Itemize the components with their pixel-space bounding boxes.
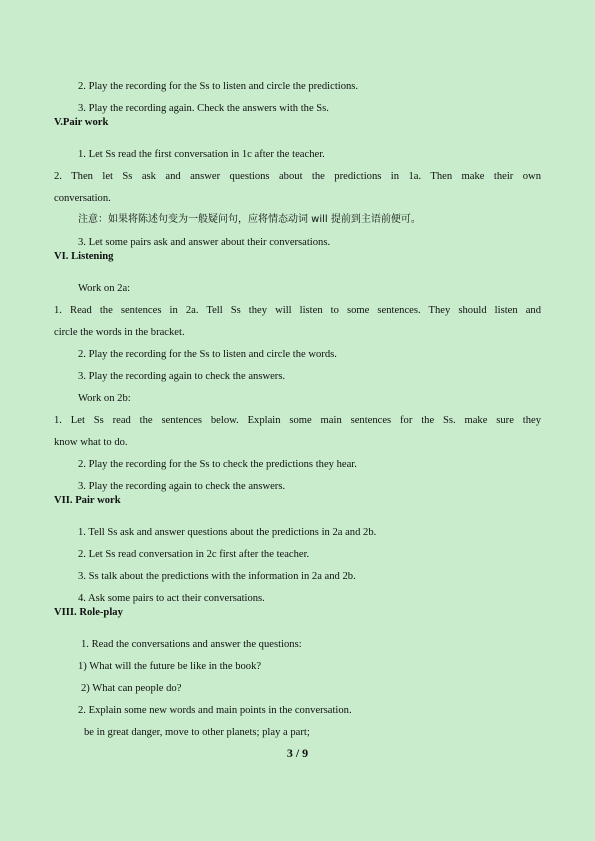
step-text: 3. Let some pairs ask and answer about their conversations. (78, 237, 331, 248)
step-text: 2. Play the recording for the Ss to check the predictions they hear. (78, 459, 357, 470)
section-heading-pair-work-2: VII. Pair work (54, 495, 121, 506)
subsection-label: Work on 2b: (78, 393, 131, 404)
section-heading-role-play: VIII. Role-play (54, 607, 123, 618)
step-text: 3. Play the recording again. Check the answers with the Ss. (78, 103, 329, 114)
step-text-continued: know what to do. (54, 437, 128, 448)
subsection-label: Work on 2a: (78, 283, 131, 294)
step-text: 1. Read the conversations and answer the questions: (81, 639, 302, 650)
step-text-continued: circle the words in the bracket. (54, 327, 185, 338)
step-text: 1. Tell Ss ask and answer questions about the predictions in 2a and 2b. (78, 527, 377, 538)
step-text: 4. Ask some pairs to act their conversations. (78, 593, 265, 604)
step-text-continued: conversation. (54, 193, 111, 204)
step-text: 1. Let Ss read the sentences below. Explain some main sentences for the Ss. make sure they (54, 415, 541, 426)
step-text: 3. Play the recording again to check the answers. (78, 371, 286, 382)
page-number: 3 / 9 (286, 746, 309, 760)
section-heading-pair-work: V.Pair work (54, 117, 109, 128)
step-text: 2. Then let Ss ask and answer questions about the predictions in 1a. Then make their own (54, 171, 541, 182)
question-text: 2) What can people do? (81, 683, 182, 694)
step-text: 2. Play the recording for the Ss to listen and circle the predictions. (78, 81, 359, 92)
step-text: 3. Ss talk about the predictions with the information in 2a and 2b. (78, 571, 356, 582)
vocabulary-text: be in great danger, move to other planets; play a part; (84, 727, 310, 738)
step-text: 2. Explain some new words and main points in the conversation. (78, 705, 352, 716)
note-text-chinese: 注意：如果将陈述句变为一般疑问句，应将情态动词 will 提前到主语前便可。 (78, 214, 421, 225)
step-text: 2. Let Ss read conversation in 2c first after the teacher. (78, 549, 310, 560)
question-text: 1) What will the future be like in the book? (78, 661, 262, 672)
step-text: 1. Let Ss read the first conversation in 1c after the teacher. (78, 149, 325, 160)
step-text: 2. Play the recording for the Ss to listen and circle the words. (78, 349, 337, 360)
step-text: 1. Read the sentences in 2a. Tell Ss they will listen to some sentences. They should listen and (54, 305, 541, 316)
step-text: 3. Play the recording again to check the answers. (78, 481, 286, 492)
section-heading-listening: VI. Listening (54, 251, 114, 262)
